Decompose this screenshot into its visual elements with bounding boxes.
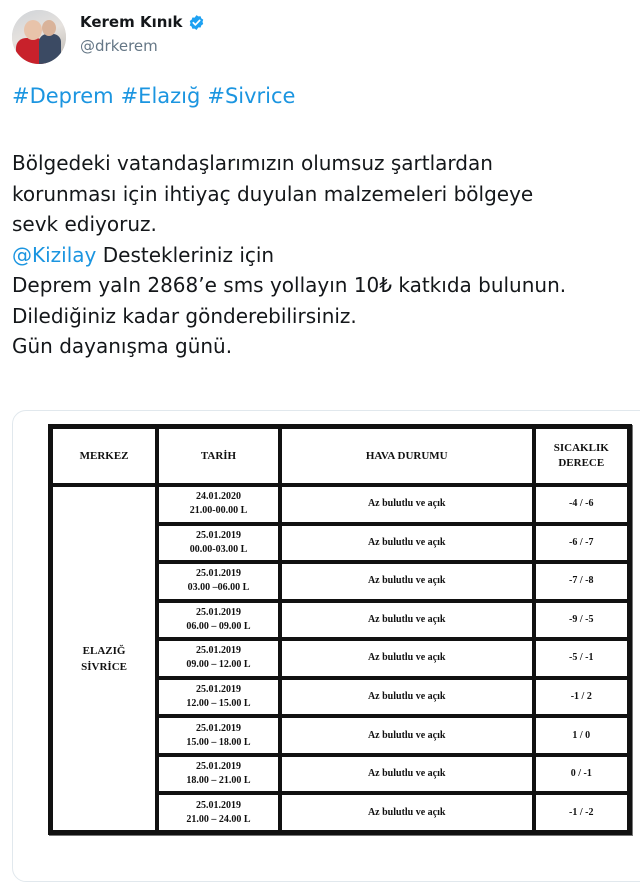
avatar-child-face: [42, 20, 56, 36]
author-name[interactable]: Kerem Kınık: [80, 13, 183, 31]
hashtag-sivrice[interactable]: #Sivrice: [207, 84, 296, 108]
header-hava-durumu: HAVA DURUMU: [280, 427, 534, 485]
tweet-body: [12, 148, 566, 362]
date: 25.01.2019: [195, 529, 241, 541]
time: 12.00 – 15.00 L: [186, 698, 251, 709]
table-row: [51, 485, 629, 524]
time: 09.00 – 12.00 L: [186, 659, 251, 671]
time: 21.00-00.00 L: [189, 505, 248, 517]
weather-cell: Az bulutlu ve açık: [280, 716, 534, 755]
time: 00.00-03.00 L: [189, 543, 248, 555]
date-cell: [157, 716, 280, 755]
time: 15.00 – 18.00 L: [186, 736, 251, 748]
temp-cell: -4 / -6: [534, 485, 629, 524]
weather-table: [48, 424, 632, 835]
date-cell: [157, 485, 280, 524]
weather-cell: Az bulutlu ve açık: [280, 639, 534, 678]
header-sicaklik-line2: DERECE: [558, 457, 605, 469]
weather-cell: Az bulutlu ve açık: [280, 524, 534, 563]
date-cell: [157, 601, 280, 640]
temp-cell: -5 / -1: [534, 639, 629, 678]
body-line: Gün dayanışma günü.: [12, 334, 233, 358]
body-line: korunması için ihtiyaç duyulan malzemeleri bölgeye: [12, 181, 534, 206]
avatar-child-body: [39, 34, 61, 64]
time: 21.00 – 24.00 L: [186, 813, 251, 825]
verified-badge-icon: [188, 14, 205, 31]
time: 03.00 –06.00 L: [187, 582, 250, 594]
temp-cell: 0 / -1: [534, 755, 629, 794]
body-line: Deprem yaIn 2868’e sms yollayın 10₺ katkıda bulunun.: [12, 273, 567, 297]
date: 25.01.2019: [195, 761, 241, 773]
date: 25.01.2019: [195, 568, 241, 580]
merkez-line1: ELAZIĞ: [82, 644, 126, 657]
date: 25.01.2019: [195, 684, 241, 695]
table-header-row: [51, 427, 629, 485]
body-line: sevk ediyoruz.: [12, 212, 157, 236]
temp-cell: -6 / -7: [534, 524, 629, 563]
body-line: Bölgedeki vatandaşlarımızın olumsuz şartlardan: [12, 151, 493, 175]
temp-cell: 1 / 0: [534, 716, 629, 755]
weather-cell: Az bulutlu ve açık: [280, 601, 534, 640]
hashtag-elazig[interactable]: #Elazığ: [120, 84, 201, 108]
header-sicaklik-line1: SICAKLIK: [553, 442, 609, 454]
author-row[interactable]: [80, 13, 205, 31]
date-cell: [157, 639, 280, 678]
date-cell: [157, 562, 280, 601]
date-cell: [157, 755, 280, 794]
date: 25.01.2019: [195, 722, 241, 734]
date-cell: [157, 793, 280, 832]
date: 25.01.2019: [195, 645, 241, 657]
header-merkez: MERKEZ: [51, 427, 157, 485]
weather-cell: Az bulutlu ve açık: [280, 755, 534, 794]
date: 25.01.2019: [195, 606, 241, 618]
time: 18.00 – 21.00 L: [186, 775, 251, 787]
weather-cell: Az bulutlu ve açık: [280, 793, 534, 832]
date: 24.01.2020: [195, 491, 241, 503]
body-line-mention: [12, 240, 566, 271]
temp-cell: -1 / 2: [534, 678, 629, 717]
date-cell: [157, 524, 280, 563]
author-handle[interactable]: @drkerem: [80, 37, 158, 55]
merkez-cell: [51, 485, 157, 832]
date-cell: [157, 678, 280, 717]
body-line: Dilediğiniz kadar gönderebilirsiniz.: [12, 303, 357, 328]
temp-cell: -1 / -2: [534, 793, 629, 832]
temp-cell: -7 / -8: [534, 562, 629, 601]
hashtag-deprem[interactable]: #Deprem: [12, 84, 114, 108]
mention-kizilay[interactable]: @Kizilay: [12, 242, 97, 267]
merkez-line2: SİVRİCE: [81, 660, 127, 673]
date: 25.01.2019: [195, 799, 241, 811]
time: 06.00 – 09.00 L: [186, 620, 251, 632]
avatar[interactable]: [12, 10, 66, 64]
weather-cell: Az bulutlu ve açık: [280, 678, 534, 717]
temp-cell: -9 / -5: [534, 601, 629, 640]
weather-cell: Az bulutlu ve açık: [280, 562, 534, 601]
hashtag-list: [12, 84, 302, 108]
header-sicaklik: [534, 427, 629, 485]
mention-line-text: Destekleriniz için: [96, 242, 275, 267]
header-tarih: TARİH: [157, 427, 280, 485]
weather-cell: Az bulutlu ve açık: [280, 485, 534, 524]
